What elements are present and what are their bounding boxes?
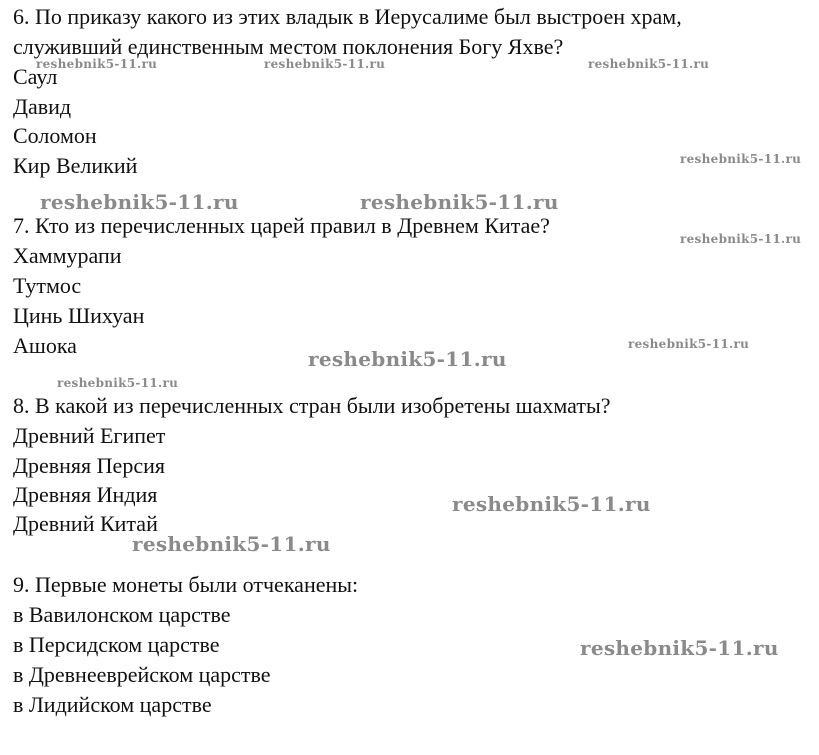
watermark: reshebnik5-11.ru — [40, 190, 239, 214]
option-q6-4: Кир Великий — [13, 153, 138, 178]
watermark: reshebnik5-11.ru — [36, 57, 158, 71]
option-q6-3: Соломон — [13, 123, 97, 148]
watermark: reshebnik5-11.ru — [680, 152, 802, 166]
question-6-line-2: служивший единственным местом поклонения Богу Яхве? — [13, 34, 564, 59]
watermark: reshebnik5-11.ru — [680, 232, 802, 246]
watermark: reshebnik5-11.ru — [308, 347, 507, 371]
option-q9-2: в Персидском царстве — [13, 632, 220, 657]
option-q7-1: Хаммурапи — [13, 243, 122, 268]
option-q7-4: Ашока — [13, 333, 77, 358]
option-q8-4: Древний Китай — [13, 511, 158, 536]
watermark: reshebnik5-11.ru — [264, 57, 386, 71]
option-q8-2: Древняя Персия — [13, 453, 165, 478]
question-9: 9. Первые монеты были отчеканены: — [13, 572, 359, 597]
option-q7-3: Цинь Шихуан — [13, 303, 145, 328]
option-q9-4: в Лидийском царстве — [13, 692, 212, 717]
watermark: reshebnik5-11.ru — [628, 337, 750, 351]
question-7: 7. Кто из перечисленных царей правил в Древнем Китае? — [13, 213, 550, 238]
watermark: reshebnik5-11.ru — [580, 636, 779, 660]
question-8: 8. В какой из перечисленных стран были изобретены шахматы? — [13, 393, 611, 418]
watermark: reshebnik5-11.ru — [452, 492, 651, 516]
option-q9-1: в Вавилонском царстве — [13, 602, 231, 627]
watermark: reshebnik5-11.ru — [57, 376, 179, 390]
question-6-line-1: 6. По приказу какого из этих владык в Иерусалиме был выстроен храм, — [13, 4, 682, 29]
option-q6-2: Давид — [13, 94, 72, 119]
option-q6-1: Саул — [13, 64, 58, 89]
watermark: reshebnik5-11.ru — [588, 57, 710, 71]
option-q8-3: Древняя Индия — [13, 482, 158, 507]
watermark: reshebnik5-11.ru — [132, 532, 331, 556]
watermark: reshebnik5-11.ru — [360, 190, 559, 214]
option-q9-3: в Древнееврейском царстве — [13, 662, 271, 687]
option-q8-1: Древний Египет — [13, 423, 166, 448]
option-q7-2: Тутмос — [13, 273, 82, 298]
